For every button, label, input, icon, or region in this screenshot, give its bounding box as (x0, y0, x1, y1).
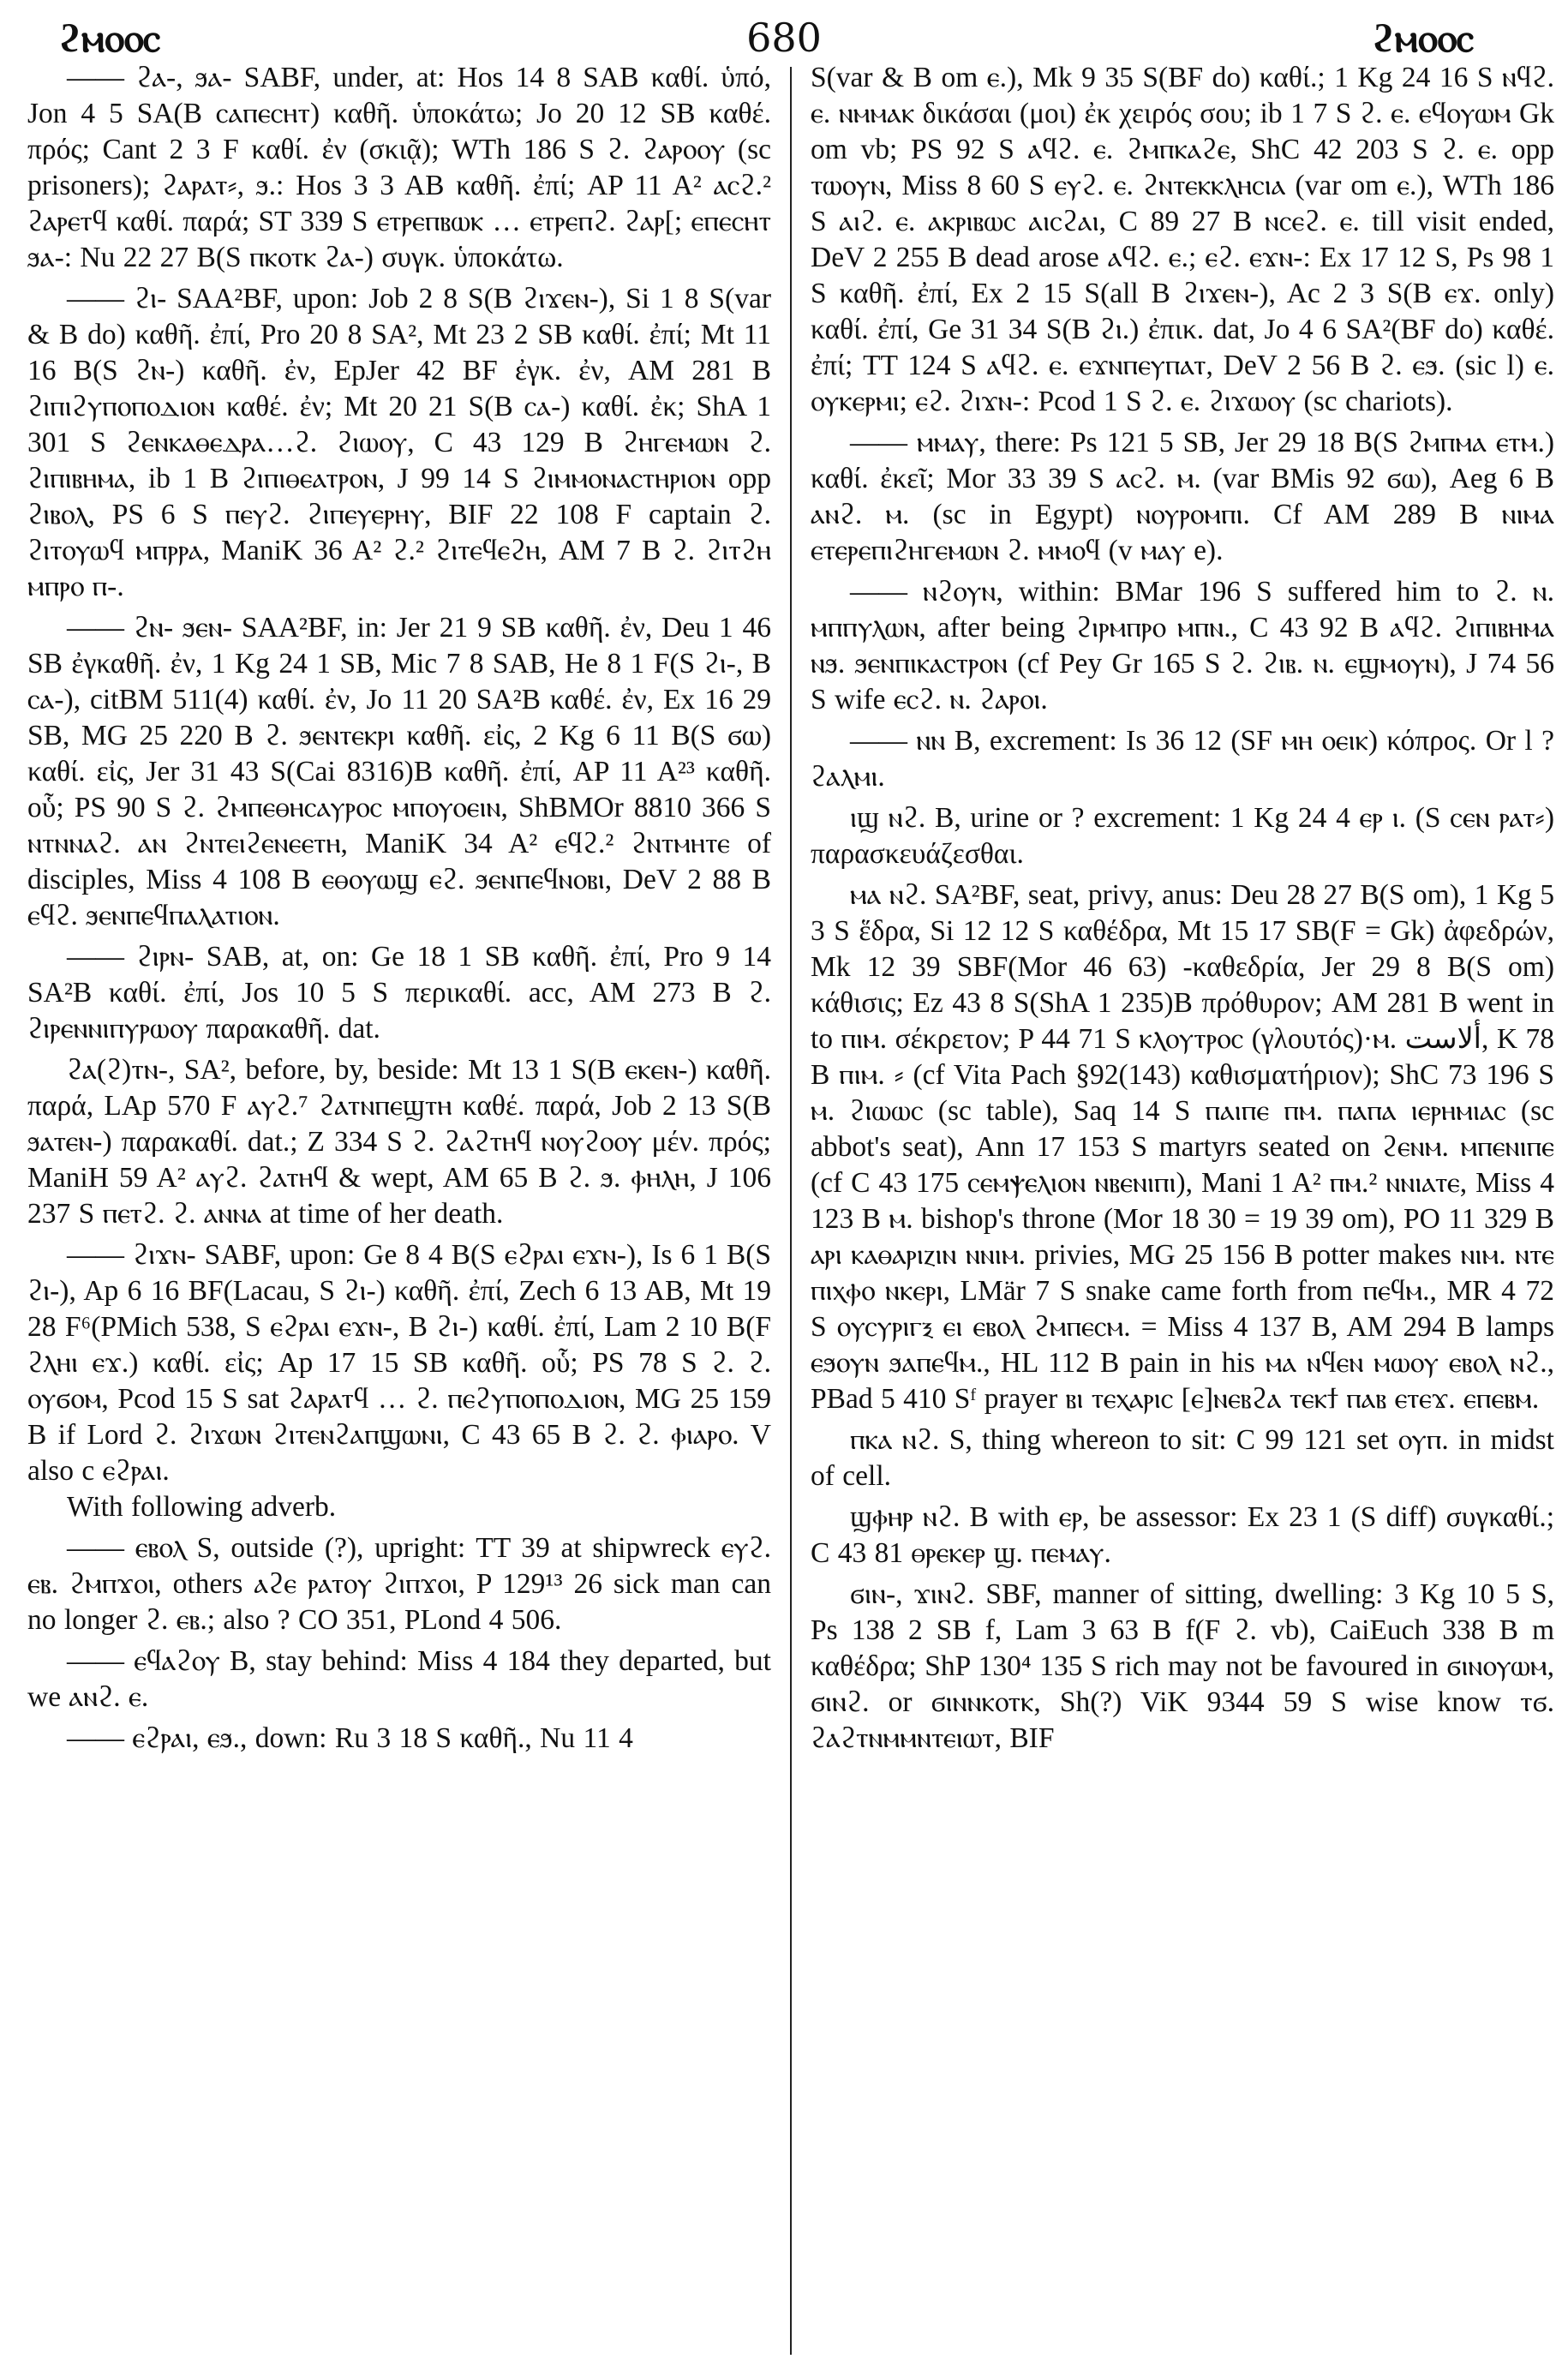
header-headword-right: ϩⲙⲟⲟⲥ (1371, 15, 1474, 61)
left-column (27, 60, 771, 1757)
entry-sub-hijn: —— ϩⲓϫⲛ- SABF, upon: Ge 8 4 B(S ⲉϩⲣⲁⲓ ⲉϫⲛ-), Is 6 1 B(S ϩⲓ-), Ap 6 16 BF(Lacau, S ϩⲓ-) καθῆ. ἐπί, Zech 6 13 AB, Mt 19 28 F⁶(PMich 538, S ⲉϩⲣⲁⲓ ⲉϫⲛ-, B ϩⲓ-) καθί. ἐπί, Lam 2 10 B(F ϩⲗⲏⲓ ⲉϫ.) καθί. εἰς; Ap 17 15 SB καθῆ. οὗ; PS 78 S ϩ. ϩ. ⲟⲩϭⲟⲙ, Pcod 15 S sat ϩⲁⲣⲁⲧϥ … ϩ. ⲡⲉϩⲩⲡⲟⲡⲟⲇⲓⲟⲛ, MG 25 159 B if Lord ϩ. ϩⲓϫⲱⲛ ϩⲓⲧⲉⲛϩⲁⲡϣⲱⲛⲓ, C 43 65 B ϩ. ϩ. ⲫⲓⲁⲣⲟ. V also c ⲉϩⲣⲁⲓ. (27, 1239, 771, 1487)
entry-compound-pka: ⲡⲕⲁ ⲛϩ. S, thing whereon to sit: C 99 121 set ⲟⲩⲡ. in midst of cell. (811, 1424, 1554, 1492)
entry-compound-ma: ⲙⲁ ⲛϩ. SA²BF, seat, privy, anus: Deu 28 27 B(S om), 1 Kg 5 3 S ἕδρα, Si 12 12 S καθέδρα, Mt 15 17 SB(F = Gk) ἀφεδρών, Mk 12 39 SBF(Mor 46 63) -καθεδρία, Jer 29 8 B(S om) κάθισις; Ez 43 8 S(ShA 1 235)B πρόθυρον; AM 281 B went in to ⲡⲓⲙ. σέκρετον; P 44 71 S ⲕⲗⲟⲩⲧⲣⲟⲥ (γλουτός)·ⲙ. ألاست, K 78 B ⲡⲓⲙ. ⸗ (cf Vita Pach §92(143) καθισματήριον); ShC 73 196 S ⲙ. ϩⲓⲱⲱⲥ (sc table), Saq 14 S ⲡⲁⲓⲡⲉ ⲡⲙ. ⲡⲁⲡⲁ ⲓⲉⲣⲏⲙⲓⲁⲥ (sc abbot's seat), Ann 17 153 S martyrs seated on ϩⲉⲛⲙ. ⲙⲡⲉⲛⲓⲡⲉ (cf C 43 175 ⲥⲉⲙⲯⲉⲗⲓⲟⲛ ⲛⲃⲉⲛⲓⲡⲓ), Mani 1 A² ⲡⲙ.² ⲛⲛⲓⲁⲧⲉ, Miss 4 123 B ⲙ. bishop's throne (Mor 18 30 = 19 39 om), PO 11 329 B ⲁⲣⲓ ⲕⲁⲑⲁⲣⲓⲍⲓⲛ ⲛⲛⲓⲙ. privies, MG 25 156 B potter makes ⲛⲓⲙ. ⲛⲧⲉ ⲡⲓⲭⲫⲟ ⲛⲕⲉⲣⲓ, LMär 7 S snake came forth from ⲡⲉϥⲙ., MR 4 72 S ⲟⲩⲥⲩⲣⲓⲅⲝ ⲉⲓ ⲉⲃⲟⲗ ϩⲙⲡⲉⲥⲙ. = Miss 4 137 B, AM 294 B lamps ⲉϧⲟⲩⲛ ϧⲁⲡⲉϥⲙ., HL 112 B pain in his ⲙⲁ ⲛϥⲉⲛ ⲙⲱⲟⲩ ⲉⲃⲟⲗ ⲛϩ., PBad 5 410 Sᶠ prayer ⲃⲓ ⲧⲉⲭⲁⲣⲓⲥ [ⲉ]ⲛⲉⲃϩⲁ ⲧⲉⲕϯ ⲡⲁⲃ ⲉⲧⲉϫ. ⲉⲡⲉⲃⲙ. (811, 879, 1554, 1415)
page-number: 680 (746, 15, 822, 61)
entry-sub-hirn: —— ϩⲓⲣⲛ- SAB, at, on: Ge 18 1 SB καθῆ. ἐπί, Pro 9 14 SA²B καθί. ἐπί, Jos 10 5 S περικαθί. acc, AM 273 B ϩ. ϩⲓⲣⲉⲛⲛⲓⲡⲩⲣⲱⲟⲩ παρακαθῆ. dat. (27, 941, 771, 1045)
right-column (811, 60, 1554, 1757)
entry-sub-nhoun: —— ⲛϩⲟⲩⲛ, within: BMar 196 S suffered him to ϩ. ⲛ. ⲙⲡⲡⲩⲗⲱⲛ, after being ϩⲓⲣⲙⲡⲣⲟ ⲙⲡⲛ., C 43 92 B ⲁϥϩ. ϩⲓⲡⲓⲃⲏⲙⲁ ⲛϧ. ϧⲉⲛⲡⲓⲕⲁⲥⲧⲣⲟⲛ (cf Pey Gr 165 S ϩ. ϩⲓⲃ. ⲛ. ⲉϣⲙⲟⲩⲛ), J 74 56 S wife ⲉⲥϩ. ⲛ. ϩⲁⲣⲟⲓ. (811, 576, 1554, 715)
entry-sub-efahou: —— ⲉϥⲁϩⲟⲩ B, stay behind: Miss 4 184 they departed, but we ⲁⲛϩ. ⲉ. (27, 1645, 771, 1713)
running-header (34, 12, 1534, 63)
entry-compound-cin: ϭⲓⲛ-, ϫⲓⲛϩ. SBF, manner of sitting, dwelling: 3 Kg 10 5 S, Ps 138 2 SB f, Lam 3 63 B f(F ϩ. vb), CaiEuch 338 B m καθέδρα; ShP 130⁴ 135 S rich may not be favoured in ϭⲓⲛⲟⲩⲱⲙ, ϭⲓⲛϩ. or ϭⲓⲛⲛⲕⲟⲧⲕ, Sh(?) ViK 9344 59 S wise know ⲧϭ. ϩⲁϩⲧⲛⲙⲙⲛⲧⲉⲓⲱⲧ, BIF (811, 1578, 1554, 1754)
column-divider (790, 67, 792, 2355)
entry-sub-nn: —— ⲛⲛ B, excrement: Is 36 12 (SF ⲙⲏ ⲟⲉⲓⲕ) κόπρος. Or l ? ϩⲁⲗⲙⲓ. (811, 725, 1554, 793)
entry-sub-hi: —— ϩⲓ- SAA²BF, upon: Job 2 8 S(B ϩⲓϫⲉⲛ-), Si 1 8 S(var & B do) καθῆ. ἐπί, Pro 20 8 SA², Mt 23 2 SB καθί. ἐπί; Mt 11 16 B(S ϩⲛ-) καθῆ. ἐν, EpJer 42 BF ἐγκ. ἐν, AM 281 B ϩⲓⲡⲓϩⲩⲡⲟⲡⲟⲇⲓⲟⲛ καθέ. ἐν; Mt 20 21 S(B ⲥⲁ-) καθί. ἐκ; ShA 1 301 S ϩⲉⲛⲕⲁⲑⲉⲇⲣⲁ…ϩ. ϩⲓⲱⲟⲩ, C 43 129 B ϩⲏⲅⲉⲙⲱⲛ ϩ. ϩⲓⲡⲓⲃⲏⲙⲁ, ib 1 B ϩⲓⲡⲓⲑⲉⲁⲧⲣⲟⲛ, J 99 14 S ϩⲓⲙⲙⲟⲛⲁⲥⲧⲏⲣⲓⲟⲛ opp ϩⲓⲃⲟⲗ, PS 6 S ⲡⲉⲩϩ. ϩⲓⲡⲉⲩⲉⲣⲏⲩ, BIF 22 108 F captain ϩ. ϩⲓⲧⲟⲩⲱϥ ⲙⲡⲣⲣⲁ, ManiK 36 A² ϩ.² ϩⲓⲧⲉϥⲉϩⲏ, AM 7 B ϩ. ϩⲓⲧϩⲏ ⲙⲡⲣⲟ ⲡ-. (27, 283, 771, 602)
entry-sub-mmau: —— ⲙⲙⲁⲩ, there: Ps 121 5 SB, Jer 29 18 B(S ϩⲙⲡⲙⲁ ⲉⲧⲙ.) καθί. ἐκεῖ; Mor 33 39 S ⲁⲥϩ. ⲙ. (var BMis 92 ϭⲱ), Aeg 6 B ⲁⲛϩ. ⲙ. (sc in Egypt) ⲛⲟⲩⲣⲟⲙⲡⲓ. Cf AM 289 B ⲛⲓⲙⲁ ⲉⲧⲉⲣⲉⲡⲓϩⲏⲅⲉⲙⲱⲛ ϩ. ⲙⲙⲟϥ (v ⲙⲁⲩ e). (811, 427, 1554, 566)
entry-compound-shpher: ϣⲫⲏⲣ ⲛϩ. B with ⲉⲣ, be assessor: Ex 23 1 (S diff) συγκαθί.; C 43 81 ⲑⲣⲉⲕⲉⲣ ϣ. ⲡⲉⲙⲁⲩ. (811, 1501, 1554, 1569)
entry-sub-hahtn: ϩⲁ(ϩ)ⲧⲛ-, SA², before, by, beside: Mt 13 1 S(B ⲉⲕⲉⲛ-) καθῆ. παρά, LAp 570 F ⲁⲩϩ.⁷ ϩⲁⲧⲛⲡⲉϣⲧⲏ καθέ. παρά, Job 2 13 S(B ϧⲁⲧⲉⲛ-) παρακαθί. dat.; Z 334 S ϩ. ϩⲁϩⲧⲏϥ ⲛⲟⲩϩⲟⲟⲩ μέν. πρός; ManiH 59 A² ⲁⲩϩ. ϩⲁⲧⲏϥ & wept, AM 65 B ϩ. ϧ. ⲫⲏⲗⲏ, J 106 237 S ⲡⲉⲧϩ. ϩ. ⲁⲛⲛⲁ at time of her death. (27, 1054, 771, 1230)
section-heading-adverb: With following adverb. (67, 1491, 337, 1523)
entry-sub-ebol: —— ⲉⲃⲟⲗ S, outside (?), upright: TT 39 at shipwreck ⲉⲩϩ. ⲉⲃ. ϩⲙⲡϫⲟⲓ, others ⲁϩⲉ ⲣⲁⲧⲟⲩ ϩⲓⲡϫⲟⲓ, P 129¹³ 26 sick man can no longer ϩ. ⲉⲃ.; also ? CO 351, PLond 4 506. (27, 1532, 771, 1636)
header-headword-left: ϩⲙⲟⲟⲥ (58, 15, 161, 61)
entry-sub-ha: —— ϩⲁ-, ϧⲁ- SABF, under, at: Hos 14 8 SAB καθί. ὑπό, Jon 4 5 SA(B ⲥⲁⲡⲉⲥⲏⲧ) καθῆ. ὑποκάτω; Jo 20 12 SB καθέ. πρός; Cant 2 3 F καθί. ἐν (σκιᾷ); WTh 186 S ϩ. ϩⲁⲣⲟⲟⲩ (sc prisoners); ϩⲁⲣⲁⲧ⸗, ϧ.: Hos 3 3 AB καθῆ. ἐπί; AP 11 A² ⲁⲥϩ.² ϩⲁⲣⲉⲧϥ καθί. παρά; ST 339 S ⲉⲧⲣⲉⲡⲃⲱⲕ … ⲉⲧⲣⲉⲡϩ. ϩⲁⲣ[; ⲉⲡⲉⲥⲏⲧ ϧⲁ-: Nu 22 27 B(S ⲡⲕⲟⲧⲕ ϩⲁ-) συγκ. ὑποκάτω. (27, 62, 771, 273)
entry-sub-ehrai: —— ⲉϩⲣⲁⲓ, ⲉϧ., down: Ru 3 18 S καθῆ., Nu 11 4 (67, 1722, 633, 1754)
entry-compound-ish: ⲓϣ ⲛϩ. B, urine or ? excrement: 1 Kg 24 4 ⲉⲣ ⲓ. (S ⲥⲉⲛ ⲣⲁⲧ⸗) παρασκευάζεσθαι. (811, 802, 1554, 870)
entry-sub-hn: —— ϩⲛ- ϧⲉⲛ- SAA²BF, in: Jer 21 9 SB καθῆ. ἐν, Deu 1 46 SB ἐγκαθῆ. ἐν, 1 Kg 24 1 SB, Mic 7 8 SAB, He 8 1 F(S ϩⲓ-, B ⲥⲁ-), citBM 511(4) καθί. ἐν, Jo 11 20 SA²B καθέ. ἐν, Ex 16 29 SB, MG 25 220 B ϩ. ϧⲉⲛⲧⲉⲕⲣⲓ καθῆ. εἰς, 2 Kg 6 11 B(S ϭⲱ) καθί. εἰς, Jer 31 43 S(Cai 8316)B καθῆ. ἐπί, AP 11 A²³ καθῆ. οὗ; PS 90 S ϩ. ϩⲙⲡⲉⲑⲏⲥⲁⲩⲣⲟⲥ ⲙⲡⲟⲩⲟⲉⲓⲛ, ShBMOr 8810 366 S ⲛⲧⲛⲛⲁϩ. ⲁⲛ ϩⲛⲧⲉⲓϩⲉⲛⲉⲉⲧⲏ, ManiK 34 A² ⲉϥϩ.² ϩⲛⲧⲙⲏⲧⲉ of disciples, Miss 4 108 B ⲉⲑⲟⲩⲱϣ ⲉϩ. ϧⲉⲛⲡⲉϥⲛⲟⲃⲓ, DeV 2 88 B ⲉϥϩ. ϧⲉⲛⲡⲉϥⲡⲁⲗⲁⲧⲓⲟⲛ. (27, 612, 771, 931)
entry-continuation: S(var & B om ⲉ.), Mk 9 35 S(BF do) καθί.; 1 Kg 24 16 S ⲛϥϩ. ⲉ. ⲛⲙⲙⲁⲕ δικάσαι (μοι) ἐκ χειρός σου; ib 1 7 S ϩ. ⲉ. ⲉϥⲟⲩⲱⲙ Gk om vb; PS 92 S ⲁϥϩ. ⲉ. ϩⲙⲡⲕⲁϩⲉ, ShC 42 203 S ϩ. ⲉ. opp ⲧⲱⲟⲩⲛ, Miss 8 60 S ⲉⲩϩ. ⲉ. ϩⲛⲧⲉⲕⲕⲗⲏⲥⲓⲁ (var om ⲉ.), WTh 186 S ⲁⲓϩ. ⲉ. ⲁⲕⲣⲓⲃⲱⲥ ⲁⲓⲥϩⲁⲓ, C 89 27 B ⲛⲥⲉϩ. ⲉ. till visit ended, DeV 2 255 B dead arose ⲁϥϩ. ⲉ.; ⲉϩ. ⲉϫⲛ-: Ex 17 12 S, Ps 98 1 S καθῆ. ἐπί, Ex 2 15 S(all B ϩⲓϫⲉⲛ-), Ac 2 3 S(B ⲉϫ. only) καθί. ἐπί, Ge 31 34 S(B ϩⲓ.) ἐπικ. dat, Jo 4 6 SA²(BF do) καθέ. ἐπί; TT 124 S ⲁϥϩ. ⲉ. ⲉϫⲛⲡⲉⲩⲡⲁⲧ, DeV 2 56 B ϩ. ⲉϧ. (sic l) ⲉ. ⲟⲩⲕⲉⲣⲙⲓ; ⲉϩ. ϩⲓϫⲛ-: Pcod 1 S ϩ. ⲉ. ϩⲓϫⲱⲟⲩ (sc chariots). (811, 62, 1554, 417)
